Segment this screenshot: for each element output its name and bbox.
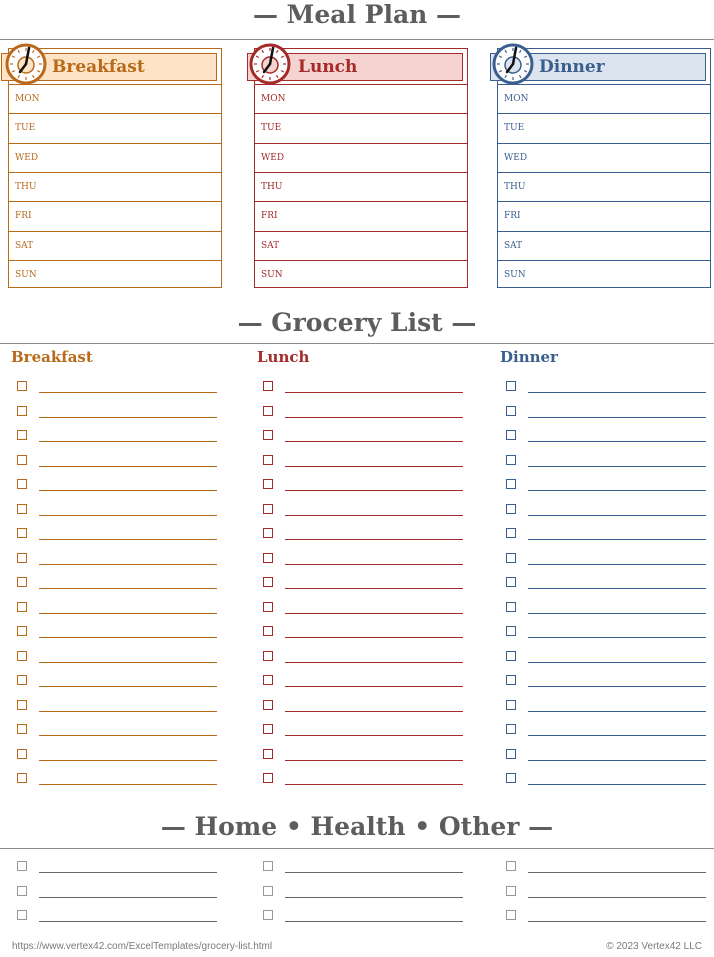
meal-plan-day-fri[interactable]: FRI [498,201,710,230]
meal-plan-day-thu[interactable]: THU [255,172,467,201]
grocery-item-line[interactable] [39,392,217,393]
grocery-item-row [263,671,469,695]
grocery-item-row [506,500,712,524]
grocery-item-line[interactable] [528,613,706,614]
grocery-item-row [263,549,469,573]
grocery-checkbox[interactable] [17,602,27,612]
grocery-item-line[interactable] [285,417,463,418]
grocery-checkbox[interactable] [17,455,27,465]
meal-plan-day-sat[interactable]: SAT [255,231,467,260]
meal-plan-day-thu[interactable]: THU [9,172,221,201]
grocery-item-line[interactable] [285,564,463,565]
meal-plan-header [9,49,221,83]
grocery-item-line[interactable] [528,539,706,540]
dinner-clock-icon [491,42,535,86]
grocery-item-line[interactable] [285,662,463,663]
grocery-item-row [506,598,712,622]
grocery-checkbox[interactable] [506,381,516,391]
grocery-item-line[interactable] [528,784,706,785]
grocery-item-row [17,549,223,573]
grocery-item-line[interactable] [285,539,463,540]
grocery-item-row [506,426,712,450]
other-item-line[interactable] [285,872,463,873]
other-item-row [506,857,712,881]
grocery-item-line[interactable] [528,392,706,393]
grocery-item-line[interactable] [39,686,217,687]
grocery-checkbox[interactable] [17,651,27,661]
grocery-checkbox[interactable] [17,773,27,783]
grocery-item-row [17,500,223,524]
grocery-item-line[interactable] [39,441,217,442]
grocery-item-row [506,622,712,646]
grocery-item-row [506,720,712,744]
other-checkbox[interactable] [17,886,27,896]
other-checkbox[interactable] [263,910,273,920]
meal-plan-label: Dinner [490,53,706,81]
grocery-item-line[interactable] [39,564,217,565]
grocery-checkbox[interactable] [17,577,27,587]
grocery-item-row [17,475,223,499]
grocery-item-row [506,549,712,573]
grocery-item-row [17,745,223,769]
grocery-item-row [263,573,469,597]
grocery-checkbox[interactable] [263,430,273,440]
footer-copyright: © 2023 Vertex42 LLC [606,941,702,952]
grocery-checkbox[interactable] [17,381,27,391]
grocery-checkbox[interactable] [263,602,273,612]
grocery-checkbox[interactable] [506,504,516,514]
grocery-column-title-lunch: Lunch [257,348,310,366]
grocery-checkbox[interactable] [17,724,27,734]
meal-plan-day-sat[interactable]: SAT [498,231,710,260]
grocery-item-row [506,696,712,720]
grocery-item-row [263,377,469,401]
other-item-line[interactable] [39,872,217,873]
grocery-checkbox[interactable] [263,749,273,759]
grocery-item-row [263,598,469,622]
meal-plan-day-tue[interactable]: TUE [498,113,710,142]
grocery-item-line[interactable] [528,564,706,565]
grocery-checkbox[interactable] [506,700,516,710]
other-item-line[interactable] [285,921,463,922]
grocery-item-line[interactable] [285,588,463,589]
meal-plan-label: Breakfast [1,53,217,81]
grocery-item-line[interactable] [285,613,463,614]
grocery-item-row [263,426,469,450]
grocery-item-line[interactable] [39,539,217,540]
other-item-line[interactable] [39,921,217,922]
meal-plan-dinner [497,48,711,288]
meal-plan-lunch [254,48,468,288]
grocery-item-row [263,402,469,426]
grocery-item-line[interactable] [39,662,217,663]
grocery-list-rule [0,343,714,344]
grocery-item-row [17,451,223,475]
grocery-checkbox[interactable] [263,651,273,661]
grocery-item-row [506,402,712,426]
other-checkbox[interactable] [263,861,273,871]
grocery-item-line[interactable] [39,760,217,761]
grocery-checkbox[interactable] [263,381,273,391]
grocery-item-line[interactable] [528,417,706,418]
grocery-checkbox[interactable] [17,675,27,685]
grocery-item-row [17,426,223,450]
other-item-line[interactable] [528,872,706,873]
grocery-item-line[interactable] [528,490,706,491]
meal-plan-day-wed[interactable]: WED [498,143,710,172]
meal-plan-day-tue[interactable]: TUE [9,113,221,142]
other-item-line[interactable] [285,897,463,898]
other-checkbox[interactable] [17,910,27,920]
grocery-item-row [17,769,223,793]
meal-plan-day-thu[interactable]: THU [498,172,710,201]
grocery-checkbox[interactable] [17,430,27,440]
grocery-checkbox[interactable] [17,553,27,563]
grocery-item-line[interactable] [285,515,463,516]
grocery-item-line[interactable] [528,735,706,736]
grocery-item-line[interactable] [39,735,217,736]
grocery-item-row [17,720,223,744]
grocery-checkbox[interactable] [263,479,273,489]
grocery-checkbox[interactable] [506,626,516,636]
meal-plan-label: Lunch [247,53,463,81]
meal-plan-day-fri[interactable]: FRI [255,201,467,230]
grocery-item-line[interactable] [528,711,706,712]
grocery-item-row [506,524,712,548]
grocery-item-row [263,745,469,769]
other-checkbox[interactable] [263,886,273,896]
grocery-checkbox[interactable] [17,626,27,636]
grocery-checkbox[interactable] [17,749,27,759]
meal-plan-title: — Meal Plan — [252,0,462,29]
meal-plan-day-mon[interactable]: MON [255,84,467,113]
grocery-item-line[interactable] [285,784,463,785]
grocery-item-row [17,622,223,646]
grocery-item-row [17,598,223,622]
grocery-item-line[interactable] [39,490,217,491]
grocery-item-row [17,377,223,401]
grocery-item-row [263,500,469,524]
meal-plan-day-wed[interactable]: WED [255,143,467,172]
grocery-item-row [17,524,223,548]
grocery-checkbox[interactable] [17,406,27,416]
grocery-checkbox[interactable] [506,724,516,734]
grocery-column-title-breakfast: Breakfast [11,348,93,366]
grocery-item-row [506,671,712,695]
grocery-item-row [506,377,712,401]
grocery-item-row [263,647,469,671]
meal-plan-day-fri[interactable]: FRI [9,201,221,230]
grocery-item-line[interactable] [39,711,217,712]
grocery-item-row [263,622,469,646]
grocery-checkbox[interactable] [506,553,516,563]
grocery-checkbox[interactable] [506,773,516,783]
grocery-checkbox[interactable] [506,602,516,612]
grocery-checkbox[interactable] [17,528,27,538]
grocery-checkbox[interactable] [506,455,516,465]
grocery-item-row [17,696,223,720]
meal-plan-day-tue[interactable]: TUE [255,113,467,142]
other-list-rule [0,848,714,849]
other-checkbox[interactable] [506,886,516,896]
other-item-row [506,882,712,906]
grocery-item-row [17,671,223,695]
other-list-title: — Home • Health • Other — [160,812,554,841]
grocery-checkbox[interactable] [17,504,27,514]
grocery-item-row [263,696,469,720]
grocery-item-line[interactable] [39,466,217,467]
grocery-item-line[interactable] [39,637,217,638]
breakfast-clock-icon [4,42,48,86]
other-item-row [263,882,469,906]
grocery-checkbox[interactable] [263,528,273,538]
grocery-checkbox[interactable] [506,749,516,759]
grocery-checkbox[interactable] [263,455,273,465]
other-item-line[interactable] [39,897,217,898]
grocery-checkbox[interactable] [506,577,516,587]
meal-plan-header [255,49,467,83]
grocery-item-line[interactable] [39,784,217,785]
grocery-item-line[interactable] [528,466,706,467]
grocery-item-line[interactable] [528,441,706,442]
grocery-item-row [17,402,223,426]
grocery-item-row [263,451,469,475]
other-item-row [506,906,712,930]
grocery-item-line[interactable] [285,441,463,442]
grocery-item-line[interactable] [528,686,706,687]
grocery-checkbox[interactable] [263,406,273,416]
grocery-item-row [17,573,223,597]
grocery-item-line[interactable] [39,588,217,589]
meal-plan-day-sun[interactable]: SUN [255,260,467,289]
other-checkbox[interactable] [506,861,516,871]
grocery-item-row [506,745,712,769]
grocery-checkbox[interactable] [17,479,27,489]
grocery-checkbox[interactable] [263,626,273,636]
grocery-checkbox[interactable] [263,773,273,783]
grocery-item-row [263,524,469,548]
grocery-item-line[interactable] [528,760,706,761]
other-checkbox[interactable] [17,861,27,871]
footer-url[interactable]: https://www.vertex42.com/ExcelTemplates/grocery-list.html [12,941,273,952]
meal-plan-breakfast [8,48,222,288]
other-item-row [17,906,223,930]
grocery-item-row [263,475,469,499]
grocery-checkbox[interactable] [506,406,516,416]
grocery-list-title: — Grocery List — [237,308,477,337]
grocery-item-line[interactable] [285,490,463,491]
grocery-item-row [506,647,712,671]
grocery-item-line[interactable] [285,686,463,687]
grocery-item-line[interactable] [39,417,217,418]
grocery-item-line[interactable] [528,588,706,589]
meal-plan-day-sat[interactable]: SAT [9,231,221,260]
grocery-item-row [506,475,712,499]
grocery-item-line[interactable] [285,760,463,761]
grocery-item-line[interactable] [39,515,217,516]
other-item-row [17,857,223,881]
lunch-clock-icon [248,42,292,86]
meal-plan-day-sun[interactable]: SUN [9,260,221,289]
grocery-item-line[interactable] [285,735,463,736]
grocery-item-line[interactable] [528,662,706,663]
meal-plan-day-wed[interactable]: WED [9,143,221,172]
meal-plan-rule [0,39,714,40]
grocery-item-line[interactable] [285,392,463,393]
grocery-item-line[interactable] [528,515,706,516]
other-item-row [263,906,469,930]
grocery-item-line[interactable] [285,637,463,638]
grocery-checkbox[interactable] [263,724,273,734]
other-item-line[interactable] [528,921,706,922]
grocery-item-line[interactable] [285,466,463,467]
grocery-checkbox[interactable] [506,430,516,440]
other-item-row [17,882,223,906]
meal-plan-header [498,49,710,83]
grocery-checkbox[interactable] [263,675,273,685]
grocery-checkbox[interactable] [263,553,273,563]
grocery-checkbox[interactable] [506,528,516,538]
meal-plan-day-mon[interactable]: MON [498,84,710,113]
grocery-checkbox[interactable] [263,700,273,710]
grocery-checkbox[interactable] [506,479,516,489]
grocery-column-title-dinner: Dinner [500,348,558,366]
grocery-checkbox[interactable] [17,700,27,710]
other-checkbox[interactable] [506,910,516,920]
grocery-item-row [263,769,469,793]
meal-plan-day-mon[interactable]: MON [9,84,221,113]
grocery-item-row [17,647,223,671]
grocery-item-row [263,720,469,744]
grocery-item-line[interactable] [285,711,463,712]
other-item-line[interactable] [528,897,706,898]
grocery-item-row [506,451,712,475]
grocery-checkbox[interactable] [263,504,273,514]
grocery-checkbox[interactable] [263,577,273,587]
other-item-row [263,857,469,881]
grocery-checkbox[interactable] [506,651,516,661]
grocery-checkbox[interactable] [506,675,516,685]
grocery-item-row [506,573,712,597]
grocery-item-line[interactable] [528,637,706,638]
grocery-item-row [506,769,712,793]
grocery-item-line[interactable] [39,613,217,614]
meal-plan-day-sun[interactable]: SUN [498,260,710,289]
